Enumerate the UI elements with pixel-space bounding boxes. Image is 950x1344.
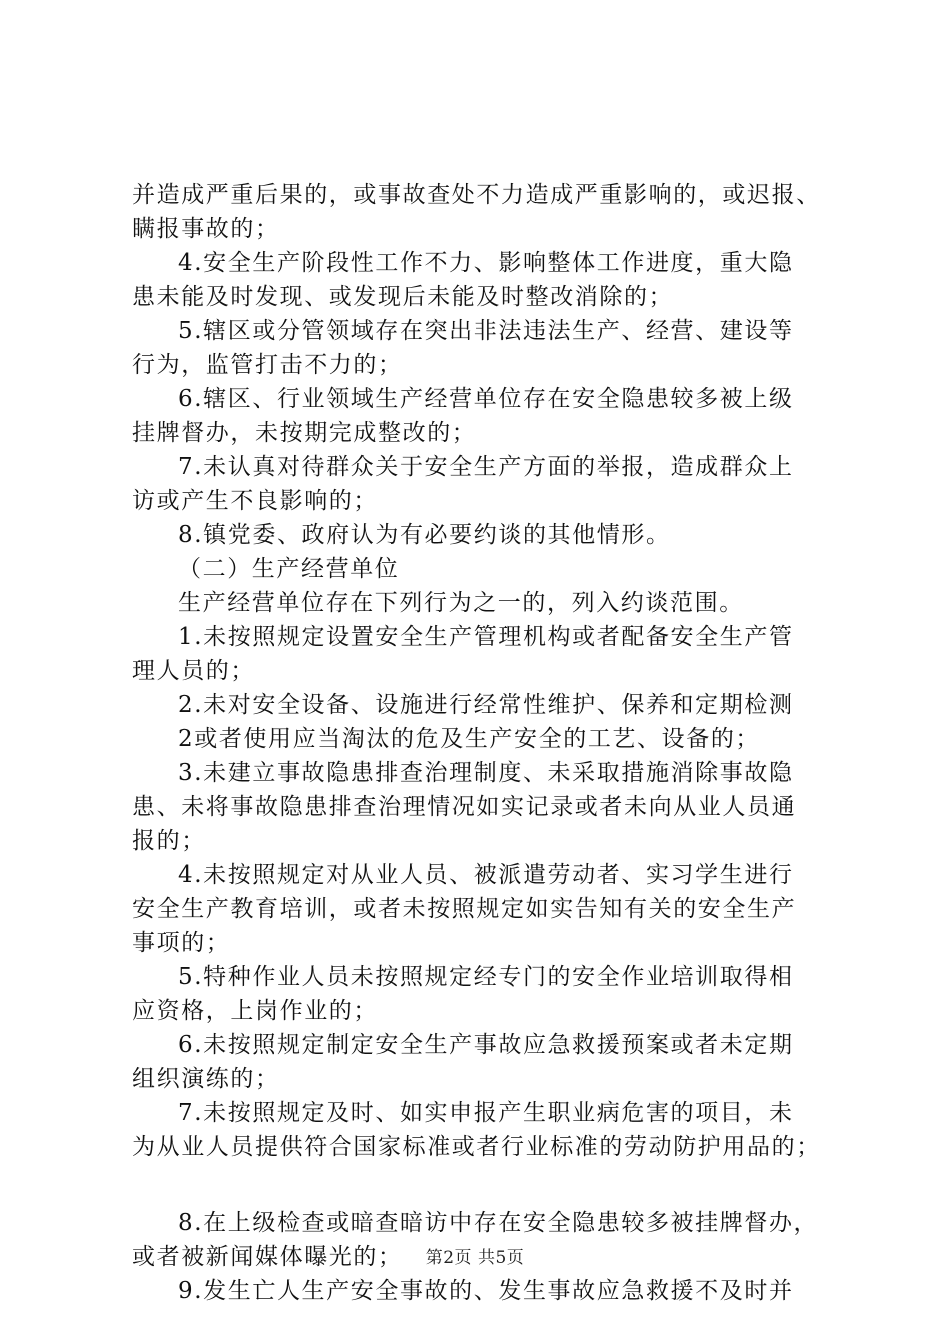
- list-item: 5.特种作业人员未按照规定经专门的安全作业培训取得相: [178, 964, 794, 990]
- text-line: 行为，监管打击不力的；: [132, 352, 403, 378]
- list-item: 3.未建立事故隐患排查治理制度、未采取措施消除事故隐: [178, 760, 794, 786]
- text-line: 患未能及时发现、或发现后未能及时整改消除的；: [132, 284, 674, 310]
- text-line: 组织演练的；: [132, 1066, 280, 1092]
- document-body: [132, 178, 862, 1308]
- text-line: 应资格，上岗作业的；: [132, 998, 378, 1024]
- section-heading: （二）生产经营单位: [178, 556, 400, 582]
- list-item: 8.镇党委、政府认为有必要约谈的其他情形。: [178, 522, 671, 548]
- text-line: 挂牌督办，未按期完成整改的；: [132, 420, 477, 446]
- text-line: 理人员的；: [132, 658, 255, 684]
- text-line: 事项的；: [132, 930, 231, 956]
- text-line: 访或产生不良影响的；: [132, 488, 378, 514]
- list-item: 7.未按照规定及时、如实申报产生职业病危害的项目，未: [178, 1100, 794, 1126]
- text-line: 生产经营单位存在下列行为之一的，列入约谈范围。: [178, 590, 744, 616]
- blank-gap: [132, 1164, 862, 1206]
- text-line: 报的；: [132, 828, 206, 854]
- page-number-footer: 第2页 共5页: [425, 1248, 525, 1268]
- list-item: 6.辖区、行业领域生产经营单位存在安全隐患较多被上级: [178, 386, 794, 412]
- list-item: 1.未按照规定设置安全生产管理机构或者配备安全生产管: [178, 624, 794, 650]
- list-item: 9.发生亡人生产安全事故的、发生事故应急救援不及时并: [178, 1278, 794, 1304]
- text-line: 并造成严重后果的，或事故查处不力造成严重影响的，或迟报、: [132, 182, 821, 208]
- list-item: 6.未按照规定制定安全生产事故应急救援预案或者未定期: [178, 1032, 794, 1058]
- list-item: 8.在上级检查或暗查暗访中存在安全隐患较多被挂牌督办，: [178, 1210, 819, 1236]
- list-item: 4.未按照规定对从业人员、被派遣劳动者、实习学生进行: [178, 862, 794, 888]
- list-item: 4.安全生产阶段性工作不力、影响整体工作进度，重大隐: [178, 250, 794, 276]
- text-line: 瞒报事故的；: [132, 216, 280, 242]
- list-item: 2.未对安全设备、设施进行经常性维护、保养和定期检测: [178, 692, 794, 718]
- list-item: 5.辖区或分管领域存在突出非法违法生产、经营、建设等: [178, 318, 794, 344]
- text-line: 2或者使用应当淘汰的危及生产安全的工艺、设备的；: [178, 726, 761, 752]
- text-line: 安全生产教育培训，或者未按照规定如实告知有关的安全生产: [132, 896, 797, 922]
- text-line: 或者被新闻媒体曝光的；: [132, 1244, 403, 1270]
- text-line: 患、未将事故隐患排查治理情况如实记录或者未向从业人员通: [132, 794, 797, 820]
- list-item: 7.未认真对待群众关于安全生产方面的举报，造成群众上: [178, 454, 794, 480]
- text-line: 为从业人员提供符合国家标准或者行业标准的劳动防护用品的；: [132, 1134, 821, 1160]
